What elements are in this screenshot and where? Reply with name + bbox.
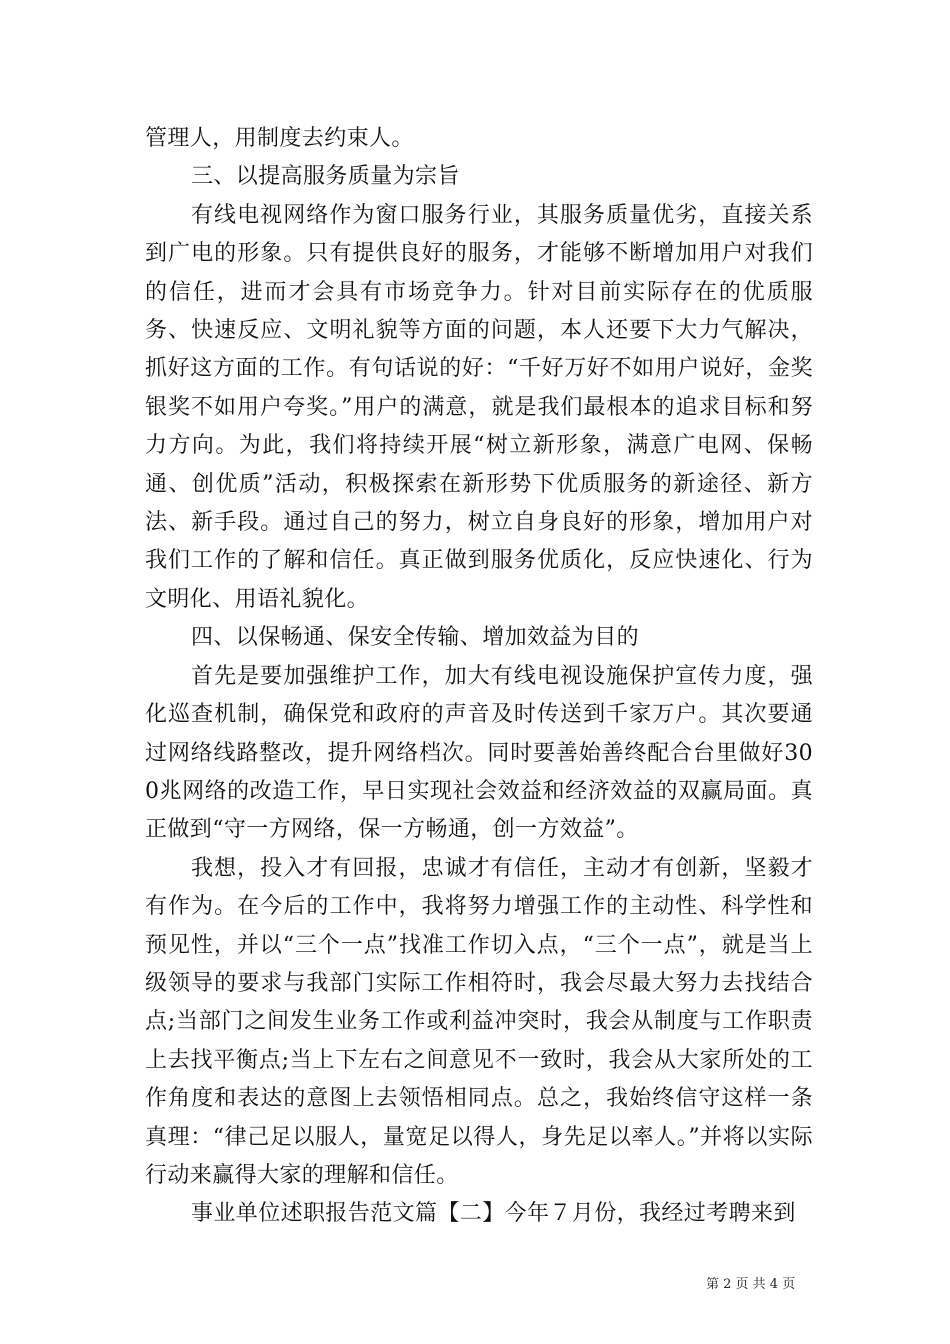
paragraph-next-article: 事业单位述职报告范文篇【二】今年７月份，我经过考聘来到 [191,1201,796,1227]
paragraph-maintenance: 首先是要加强维护工作，加大有线电视设施保护宣传力度，强化巡查机制，确保党和政府的声音及时传送到千家万户。其次要通过网络线路整改，提升网络档次。同时要善始善终配合台里做好300兆网络的改造工作，早日实现社会效益和经济效益的双赢局面。真正做到“守一方网络，保一方畅通，创一方效益”。 [145,663,813,843]
paragraph-service-quality: 有线电视网络作为窗口服务行业，其服务质量优劣，直接关系到广电的形象。只有提供良好的服务，才能够不断增加用户对我们的信任，进而才会具有市场竞争力。针对目前实际存在的优质服务、快速反应、文明礼貌等方面的问题，本人还要下大力气解决，抓好这方面的工作。有句话说的好：“千好万好不如用户说好，金奖银奖不如用户夸奖。”用户的满意，就是我们最根本的追求目标和努力方向。为此，我们将持续开展“树立新形象，满意广电网、保畅通、创优质”活动，积极探索在新形势下优质服务的新途径、新方法、新手段。通过自己的努力，树立自身良好的形象，增加用户对我们工作的了解和信任。真正做到服务优质化，反应快速化、行为文明化、用语礼貌化。 [145,202,813,612]
section-heading-three: 三、以提高服务质量为宗旨 [191,164,460,190]
section-heading-four: 四、以保畅通、保安全传输、增加效益为目的 [191,625,640,651]
page-number-footer: 第 2 页 共 4 页 [706,1277,796,1292]
document-body [145,120,813,1234]
paragraph-conclusion: 我想，投入才有回报，忠诚才有信任，主动才有创新，坚毅才有作为。在今后的工作中，我将努力增强工作的主动性、科学性和预见性，并以“三个一点”找准工作切入点，“三个一点”，就是当上级领导的要求与我部门实际工作相符时，我会尽最大努力去找结合点;当部门之间发生业务工作或利益冲突时，我会从制度与工作职责上去找平衡点;当上下左右之间意见不一致时，我会从大家所处的工作角度和表达的意图上去领悟相同点。总之，我始终信守这样一条真理：“律己足以服人，量宽足以得人，身先足以率人。”并将以实际行动来赢得大家的理解和信任。 [145,855,813,1188]
paragraph-continuation: 管理人，用制度去约束人。 [145,126,414,151]
